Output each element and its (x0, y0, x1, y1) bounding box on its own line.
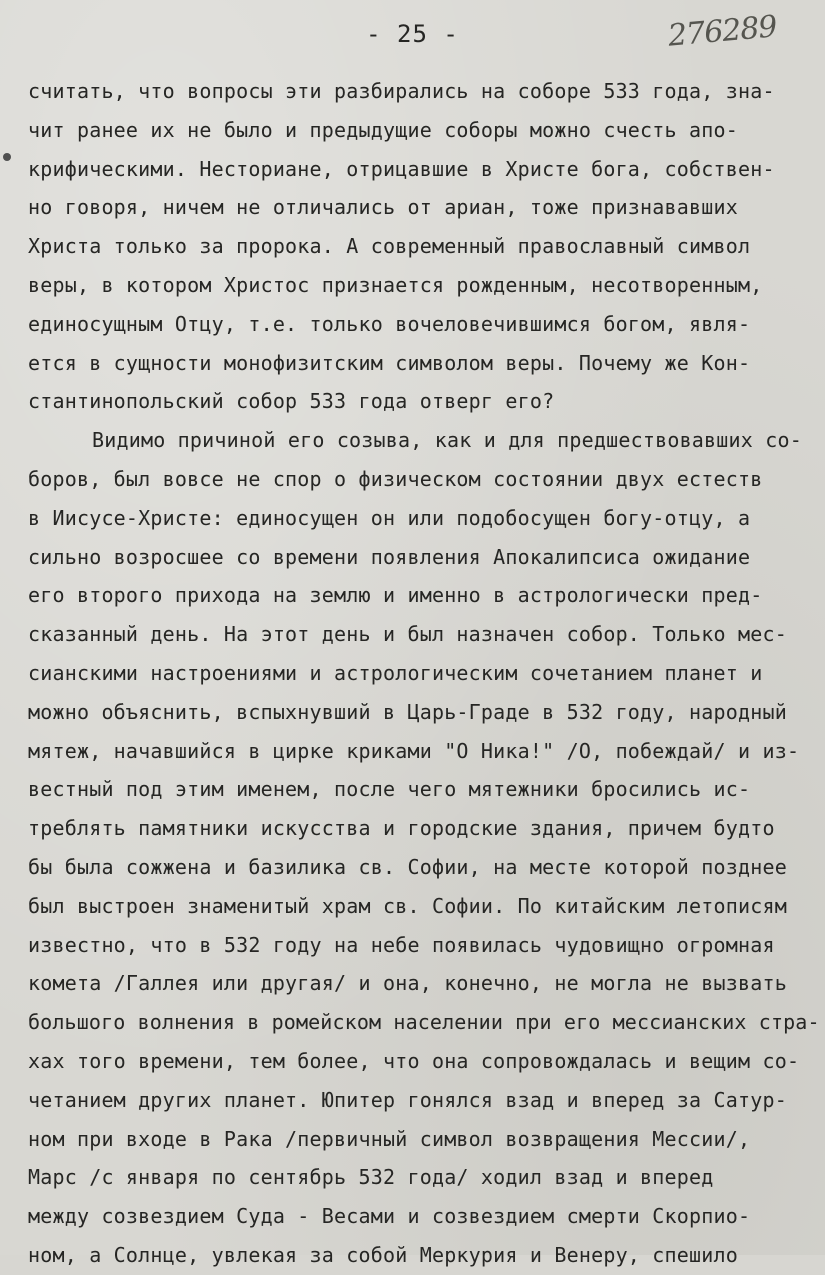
text-line: сказанный день. На этот день и был назначен собор. Только мес- (28, 622, 787, 647)
text-line: в Иисусе-Христе: единосущен он или подобосущен богу-отцу, а (28, 505, 751, 530)
punch-hole-mark (3, 153, 11, 161)
text-line: Марс /с января по сентябрь 532 года/ ходил взад и вперед (28, 1165, 714, 1190)
text-line: бы была сожжена и базилика св. Софии, на месте которой позднее (28, 854, 787, 879)
text-line: был выстроен знаменитый храм св. Софии. По китайским летописям (28, 893, 787, 918)
text-line: мятеж, начавшийся в цирке криками "О Ника!" /О, побеждай/ и из- (28, 738, 800, 763)
text-line: можно объяснить, вспыхнувший в Царь-Граде в 532 году, народный (28, 699, 787, 724)
text-line: комета /Галлея или другая/ и она, конечно, не могла не вызвать (28, 971, 787, 996)
text-line: чит ранее их не было и предыдущие соборы можно счесть апо- (28, 117, 738, 142)
text-line: хах того времени, тем более, что она сопровождалась и вещим со- (28, 1048, 800, 1073)
text-line: крифическими. Несториане, отрицавшие в Христе бога, собствен- (28, 156, 775, 181)
text-line: Христа только за пророка. А современный православный символ (28, 234, 751, 259)
text-line: веры, в котором Христос признается рожденным, несотворенным, (28, 272, 763, 297)
text-line: сианскими настроениями и астрологическим сочетанием планет и (28, 660, 763, 685)
handwritten-archive-number: 276289 (666, 9, 778, 54)
text-line: известно, что в 532 году на небе появилась чудовищно огромная (28, 932, 775, 957)
text-line: стантинопольский собор 533 года отверг его? (28, 389, 555, 414)
body-text (28, 72, 820, 1275)
text-line: но говоря, ничем не отличались от ариан, тоже признававших (28, 195, 738, 220)
text-line: большого волнения в ромейском населении при его мессианских стра- (28, 1010, 820, 1035)
text-line: боров, был вовсе не спор о физическом состоянии двух естеств (28, 466, 763, 491)
text-line: единосущным Отцу, т.е. только вочеловечившимся богом, явля- (28, 311, 751, 336)
text-line: его второго прихода на землю и именно в астрологически пред- (28, 583, 763, 608)
paragraph-start-line: Видимо причиной его созыва, как и для предшествовавших со- (92, 428, 802, 453)
text-line: сильно возросшее со времени появления Апокалипсиса ожидание (28, 544, 751, 569)
text-line: вестный под этим именем, после чего мятежники бросились ис- (28, 777, 751, 802)
text-line: треблять памятники искусства и городские здания, причем будто (28, 816, 775, 841)
text-line: четанием других планет. Юпитер гонялся взад и вперед за Сатур- (28, 1087, 787, 1112)
text-line: между созвездием Суда - Весами и созвездием смерти Скорпио- (28, 1204, 751, 1229)
text-line: ном, а Солнце, увлекая за собой Меркурия и Венеру, спешило (28, 1242, 738, 1267)
text-line: ется в сущности монофизитским символом веры. Почему же Кон- (28, 350, 751, 375)
page-number: - 25 - (366, 20, 459, 48)
text-line: ном при входе в Рака /первичный символ возвращения Мессии/, (28, 1126, 751, 1151)
text-line: считать, что вопросы эти разбирались на соборе 533 года, зна- (28, 79, 775, 103)
